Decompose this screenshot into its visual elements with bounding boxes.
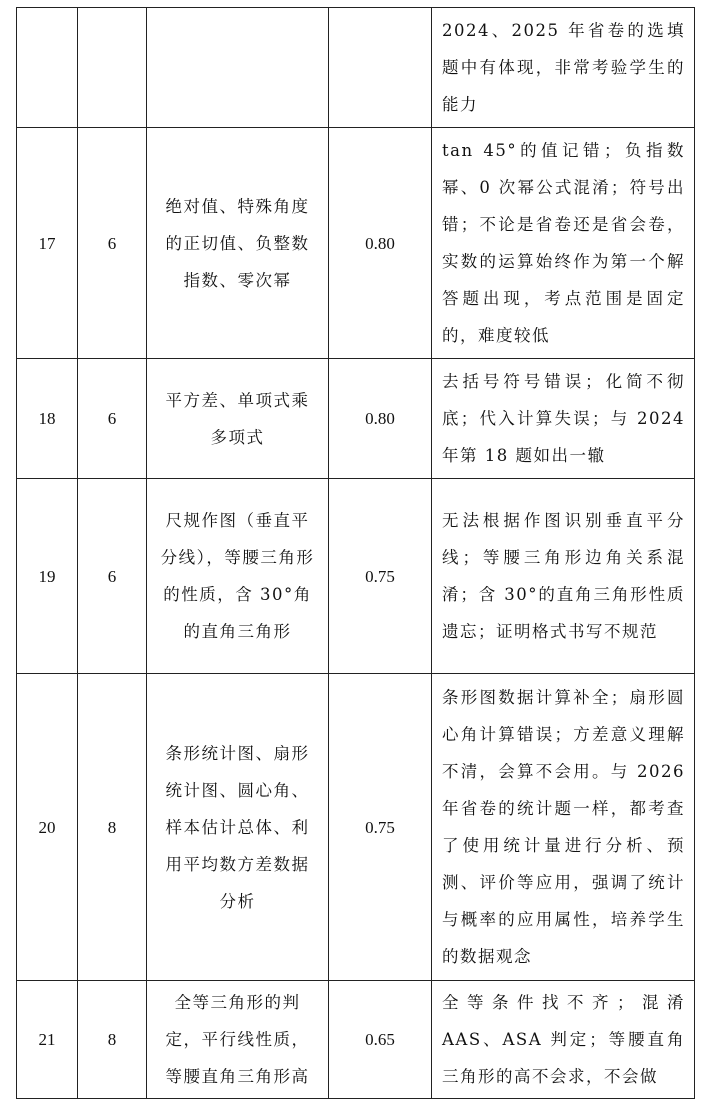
score-cell: 8 xyxy=(78,981,147,1099)
note-text: 2024、2025 年省卷的选填题中有体现，非常考验学生的能力 xyxy=(442,21,685,114)
exam-analysis-table xyxy=(16,7,695,1099)
note-text: 条形图数据计算补全；扇形圆心角计算错误；方差意义理解不清，会算不会用。与 2026 年省卷的统计题一样，都考查了使用统计量进行分析、预测、评价等应用，强调了统计与概率的应用属性，培养学生的数据观念 xyxy=(442,688,685,966)
table-row xyxy=(17,128,695,359)
note-cell xyxy=(432,8,695,128)
note-text: 去括号符号错误；化简不彻底；代入计算失误；与 2024 年第 18 题如出一辙 xyxy=(442,372,685,465)
difficulty-cell: 0.80 xyxy=(329,128,432,359)
topic-text: 全等三角形的判定，平行线性质，等腰直角三角形高 xyxy=(165,993,310,1086)
note-cell xyxy=(432,359,695,479)
table-row xyxy=(17,674,695,981)
question-number-cell: 18 xyxy=(17,359,78,479)
difficulty-cell: 0.65 xyxy=(329,981,432,1099)
topic-text: 绝对值、特殊角度的正切值、负整数指数、零次幂 xyxy=(165,196,310,290)
question-number-cell: 19 xyxy=(17,479,78,674)
table-row xyxy=(17,359,695,479)
score-cell: 6 xyxy=(78,359,147,479)
note-text: 无法根据作图识别垂直平分线；等腰三角形边角关系混淆；含 30°的直角三角形性质遗忘；证明格式书写不规范 xyxy=(442,511,685,641)
topic-cell xyxy=(147,128,329,359)
difficulty-cell: 0.75 xyxy=(329,674,432,981)
topic-text: 平方差、单项式乘多项式 xyxy=(165,390,310,447)
topic-text: 尺规作图（垂直平分线），等腰三角形的性质，含 30°角的直角三角形 xyxy=(160,511,315,641)
question-number-cell: 21 xyxy=(17,981,78,1099)
topic-text: 条形统计图、扇形统计图、圆心角、样本估计总体、利用平均数方差数据分析 xyxy=(165,743,310,911)
note-cell xyxy=(432,128,695,359)
topic-cell xyxy=(147,981,329,1099)
note-text: tan 45°的值记错；负指数幂、0 次幂公式混淆；符号出错；不论是省卷还是省会卷，实数的运算始终作为第一个解答题出现，考点范围是固定的，难度较低 xyxy=(442,141,685,345)
note-cell xyxy=(432,479,695,674)
topic-cell xyxy=(147,359,329,479)
table-row xyxy=(17,479,695,674)
score-cell: 6 xyxy=(78,479,147,674)
topic-cell xyxy=(147,8,329,128)
note-cell xyxy=(432,674,695,981)
table-row xyxy=(17,981,695,1099)
note-cell xyxy=(432,981,695,1099)
question-number-cell: 17 xyxy=(17,128,78,359)
topic-cell xyxy=(147,674,329,981)
score-cell: 6 xyxy=(78,128,147,359)
difficulty-cell: 0.80 xyxy=(329,359,432,479)
question-number-cell: 20 xyxy=(17,674,78,981)
difficulty-cell xyxy=(329,8,432,128)
question-number-cell xyxy=(17,8,78,128)
difficulty-cell: 0.75 xyxy=(329,479,432,674)
topic-cell xyxy=(147,479,329,674)
score-cell: 8 xyxy=(78,674,147,981)
score-cell xyxy=(78,8,147,128)
note-text: 全等条件找不齐；混淆 AAS、ASA 判定；等腰直角三角形的高不会求，不会做 xyxy=(442,993,685,1086)
table-row xyxy=(17,8,695,128)
